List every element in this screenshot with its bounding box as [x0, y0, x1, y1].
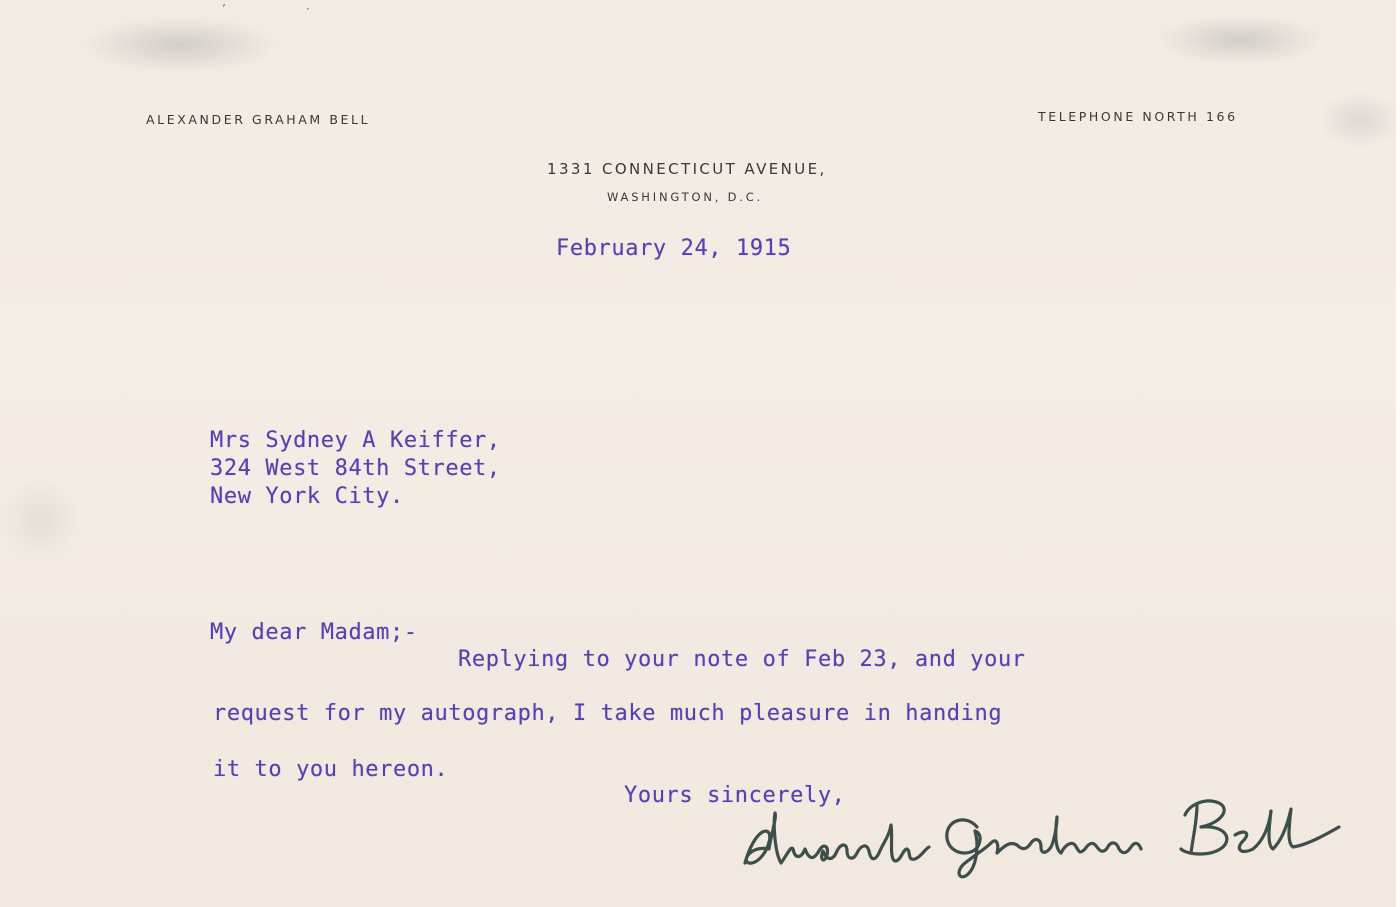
handwritten-signature	[735, 775, 1345, 885]
letterhead-telephone: TELEPHONE NORTH 166	[1038, 109, 1238, 124]
letterhead-city: WASHINGTON, D.C.	[607, 190, 764, 204]
closing: Yours sincerely,	[624, 783, 846, 808]
paper-specks: ’ ·	[222, 2, 310, 16]
letterhead-name: ALEXANDER GRAHAM BELL	[146, 112, 371, 127]
salutation: My dear Madam;-	[210, 620, 418, 645]
body-line: request for my autograph, I take much pleasure in handing	[213, 701, 1003, 726]
recipient-name: Mrs Sydney A Keiffer,	[210, 428, 501, 453]
letterhead-address: 1331 CONNECTICUT AVENUE,	[547, 160, 827, 178]
letter-date: February 24, 1915	[556, 236, 792, 261]
recipient-street: 324 West 84th Street,	[210, 456, 501, 481]
recipient-city: New York City.	[210, 484, 404, 509]
body-line: it to you hereon.	[213, 757, 449, 782]
body-line: Replying to your note of Feb 23, and your	[458, 647, 1026, 672]
